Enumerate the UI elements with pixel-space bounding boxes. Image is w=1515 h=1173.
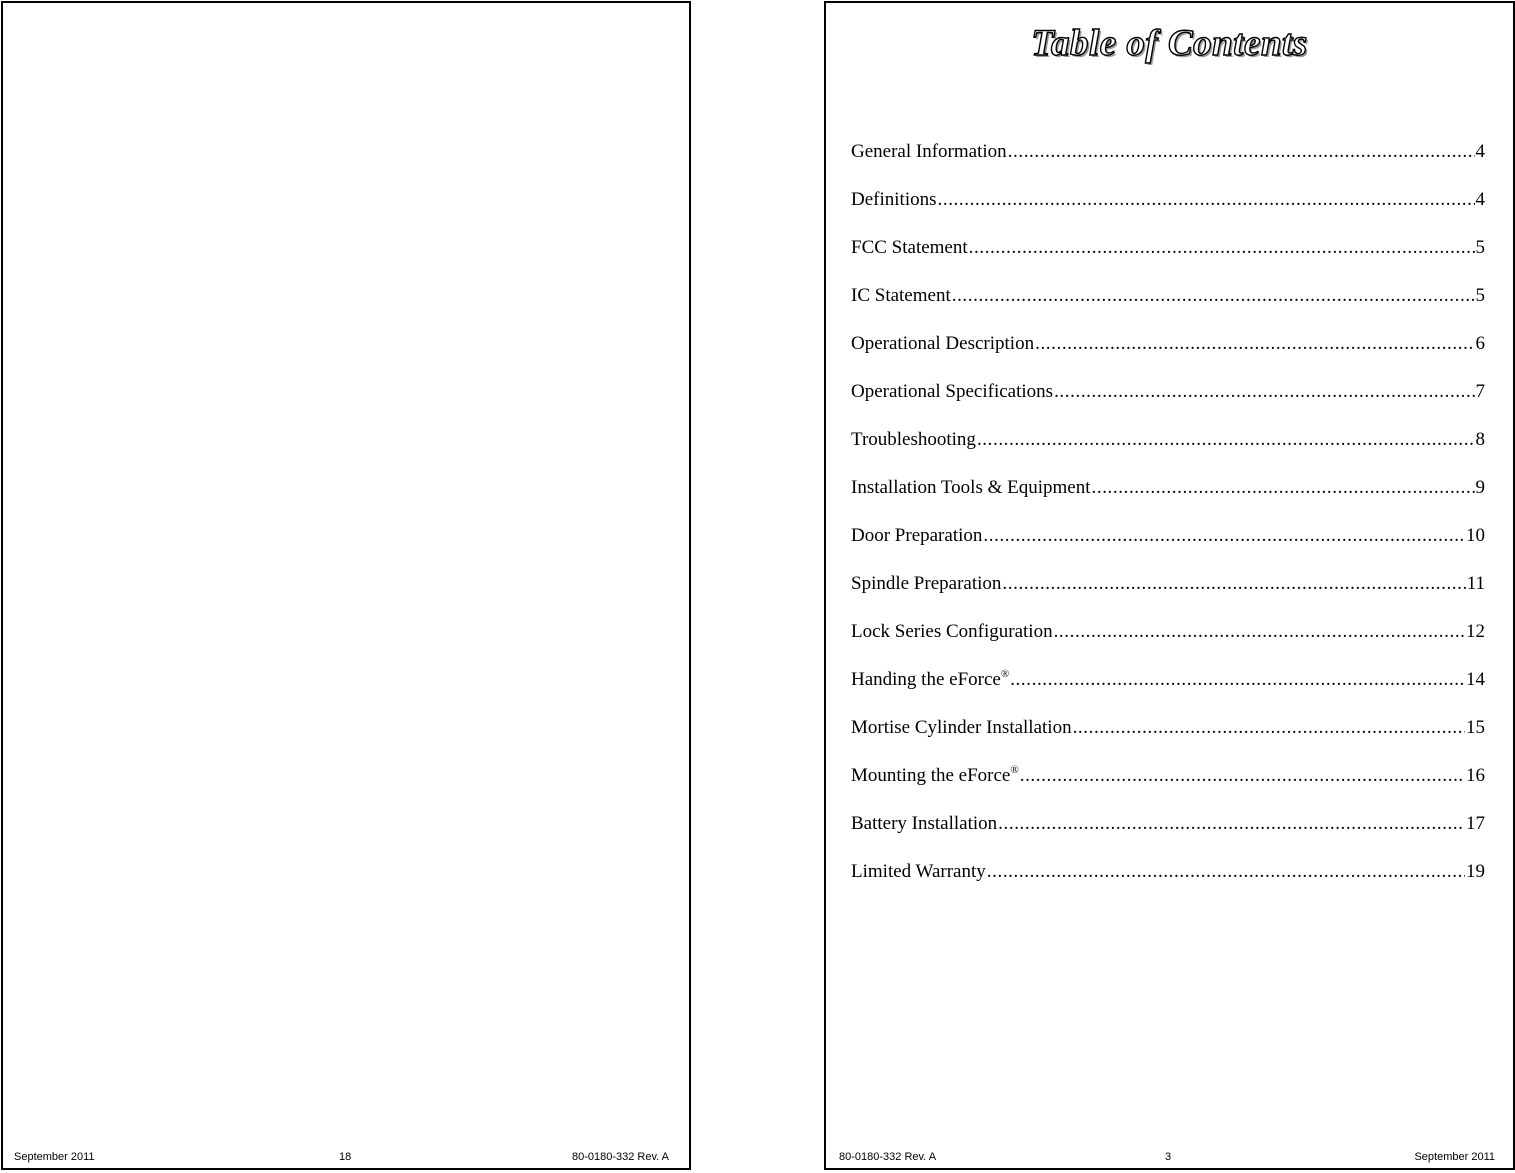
toc-entry-label: General Information: [851, 141, 1007, 162]
toc-entry-troubleshooting[interactable]: [851, 424, 1485, 472]
toc-entry-page: 16: [1466, 765, 1485, 786]
toc-dot-leader: [1020, 760, 1465, 792]
toc-entry-door-preparation[interactable]: [851, 520, 1485, 568]
registered-mark: ®: [1010, 764, 1019, 776]
left-page-footer: [3, 1149, 689, 1165]
toc-dot-leader: [1092, 472, 1475, 504]
toc-title: Table of Contents: [1031, 23, 1308, 64]
toc-dot-leader: [1054, 376, 1474, 408]
toc-entry-fcc-statement[interactable]: [851, 232, 1485, 280]
toc-dot-leader: [938, 184, 1475, 216]
toc-dot-leader: [977, 424, 1475, 456]
toc-entry-page: 15: [1466, 717, 1485, 738]
toc-entry-label: Operational Specifications: [851, 381, 1054, 402]
registered-mark: ®: [1000, 668, 1010, 680]
toc-entry-page: 7: [1475, 381, 1485, 402]
footer-document-id: 80-0180-332 Rev. A: [571, 1151, 669, 1163]
toc-entry-label: Operational Description: [851, 333, 1035, 354]
toc-entry-label: Definitions: [851, 189, 937, 210]
toc-entry-page: 9: [1475, 477, 1485, 498]
toc-entry-label: Installation Tools & Equipment: [851, 477, 1091, 498]
toc-entry-page: 4: [1475, 141, 1485, 162]
toc-dot-leader: [1035, 328, 1474, 360]
toc-entry-handing-the-eforce[interactable]: [851, 664, 1485, 712]
toc-entry-lock-series-configuration[interactable]: [851, 616, 1485, 664]
toc-entry-page: 10: [1466, 525, 1485, 546]
toc-list: [851, 136, 1485, 904]
toc-entry-page: 6: [1475, 333, 1485, 354]
toc-entry-definitions[interactable]: [851, 184, 1485, 232]
toc-dot-leader: [1010, 664, 1465, 696]
toc-entry-page: 5: [1475, 237, 1485, 258]
toc-entry-page: 14: [1466, 669, 1485, 690]
toc-dot-leader: [983, 520, 1465, 552]
toc-entry-label: Door Preparation: [851, 525, 983, 546]
toc-entry-general-information[interactable]: [851, 136, 1485, 184]
toc-entry-label: FCC Statement: [851, 237, 968, 258]
toc-entry-page: 8: [1475, 429, 1485, 450]
toc-dot-leader: [1002, 568, 1465, 600]
toc-entry-operational-specifications[interactable]: [851, 376, 1485, 424]
toc-entry-mortise-cylinder-installation[interactable]: [851, 712, 1485, 760]
toc-entry-battery-installation[interactable]: [851, 808, 1485, 856]
toc-entry-label: Limited Warranty: [851, 861, 986, 882]
toc-entry-installation-tools[interactable]: [851, 472, 1485, 520]
toc-entry-mounting-the-eforce[interactable]: [851, 760, 1485, 808]
toc-entry-page: 5: [1475, 285, 1485, 306]
toc-entry-label: Lock Series Configuration: [851, 621, 1053, 642]
toc-dot-leader: [952, 280, 1475, 312]
footer-page-number: 18: [339, 1151, 352, 1163]
toc-entry-label: Mortise Cylinder Installation: [851, 717, 1072, 738]
toc-entry-page: 11: [1466, 573, 1485, 594]
toc-entry-page: 12: [1466, 621, 1485, 642]
right-page-footer: [826, 1149, 1513, 1165]
toc-dot-leader: [987, 856, 1465, 888]
toc-entry-label: Battery Installation: [851, 813, 998, 834]
footer-date: September 2011: [14, 1151, 95, 1163]
toc-entry-label: IC Statement: [851, 285, 951, 306]
toc-dot-leader: [1073, 712, 1465, 744]
toc-entry-ic-statement[interactable]: [851, 280, 1485, 328]
toc-dot-leader: [998, 808, 1465, 840]
toc-dot-leader: [969, 232, 1475, 264]
footer-page-number: 3: [1165, 1151, 1172, 1163]
left-page: [1, 1, 691, 1170]
toc-entry-page: 19: [1466, 861, 1485, 882]
toc-entry-operational-description[interactable]: [851, 328, 1485, 376]
toc-entry-limited-warranty[interactable]: [851, 856, 1485, 904]
toc-entry-label: Spindle Preparation: [851, 573, 1002, 594]
toc-dot-leader: [1054, 616, 1465, 648]
toc-dot-leader: [1008, 136, 1475, 168]
toc-entry-spindle-preparation[interactable]: [851, 568, 1485, 616]
toc-entry-label: Handing the eForce®: [851, 668, 1010, 690]
right-page: [824, 1, 1515, 1170]
footer-document-id: 80-0180-332 Rev. A: [839, 1151, 937, 1163]
toc-entry-page: 17: [1466, 813, 1485, 834]
toc-entry-page: 4: [1475, 189, 1485, 210]
footer-date: September 2011: [1414, 1151, 1495, 1163]
toc-entry-label: Mounting the eForce®: [851, 764, 1019, 786]
toc-entry-label: Troubleshooting: [851, 429, 976, 450]
